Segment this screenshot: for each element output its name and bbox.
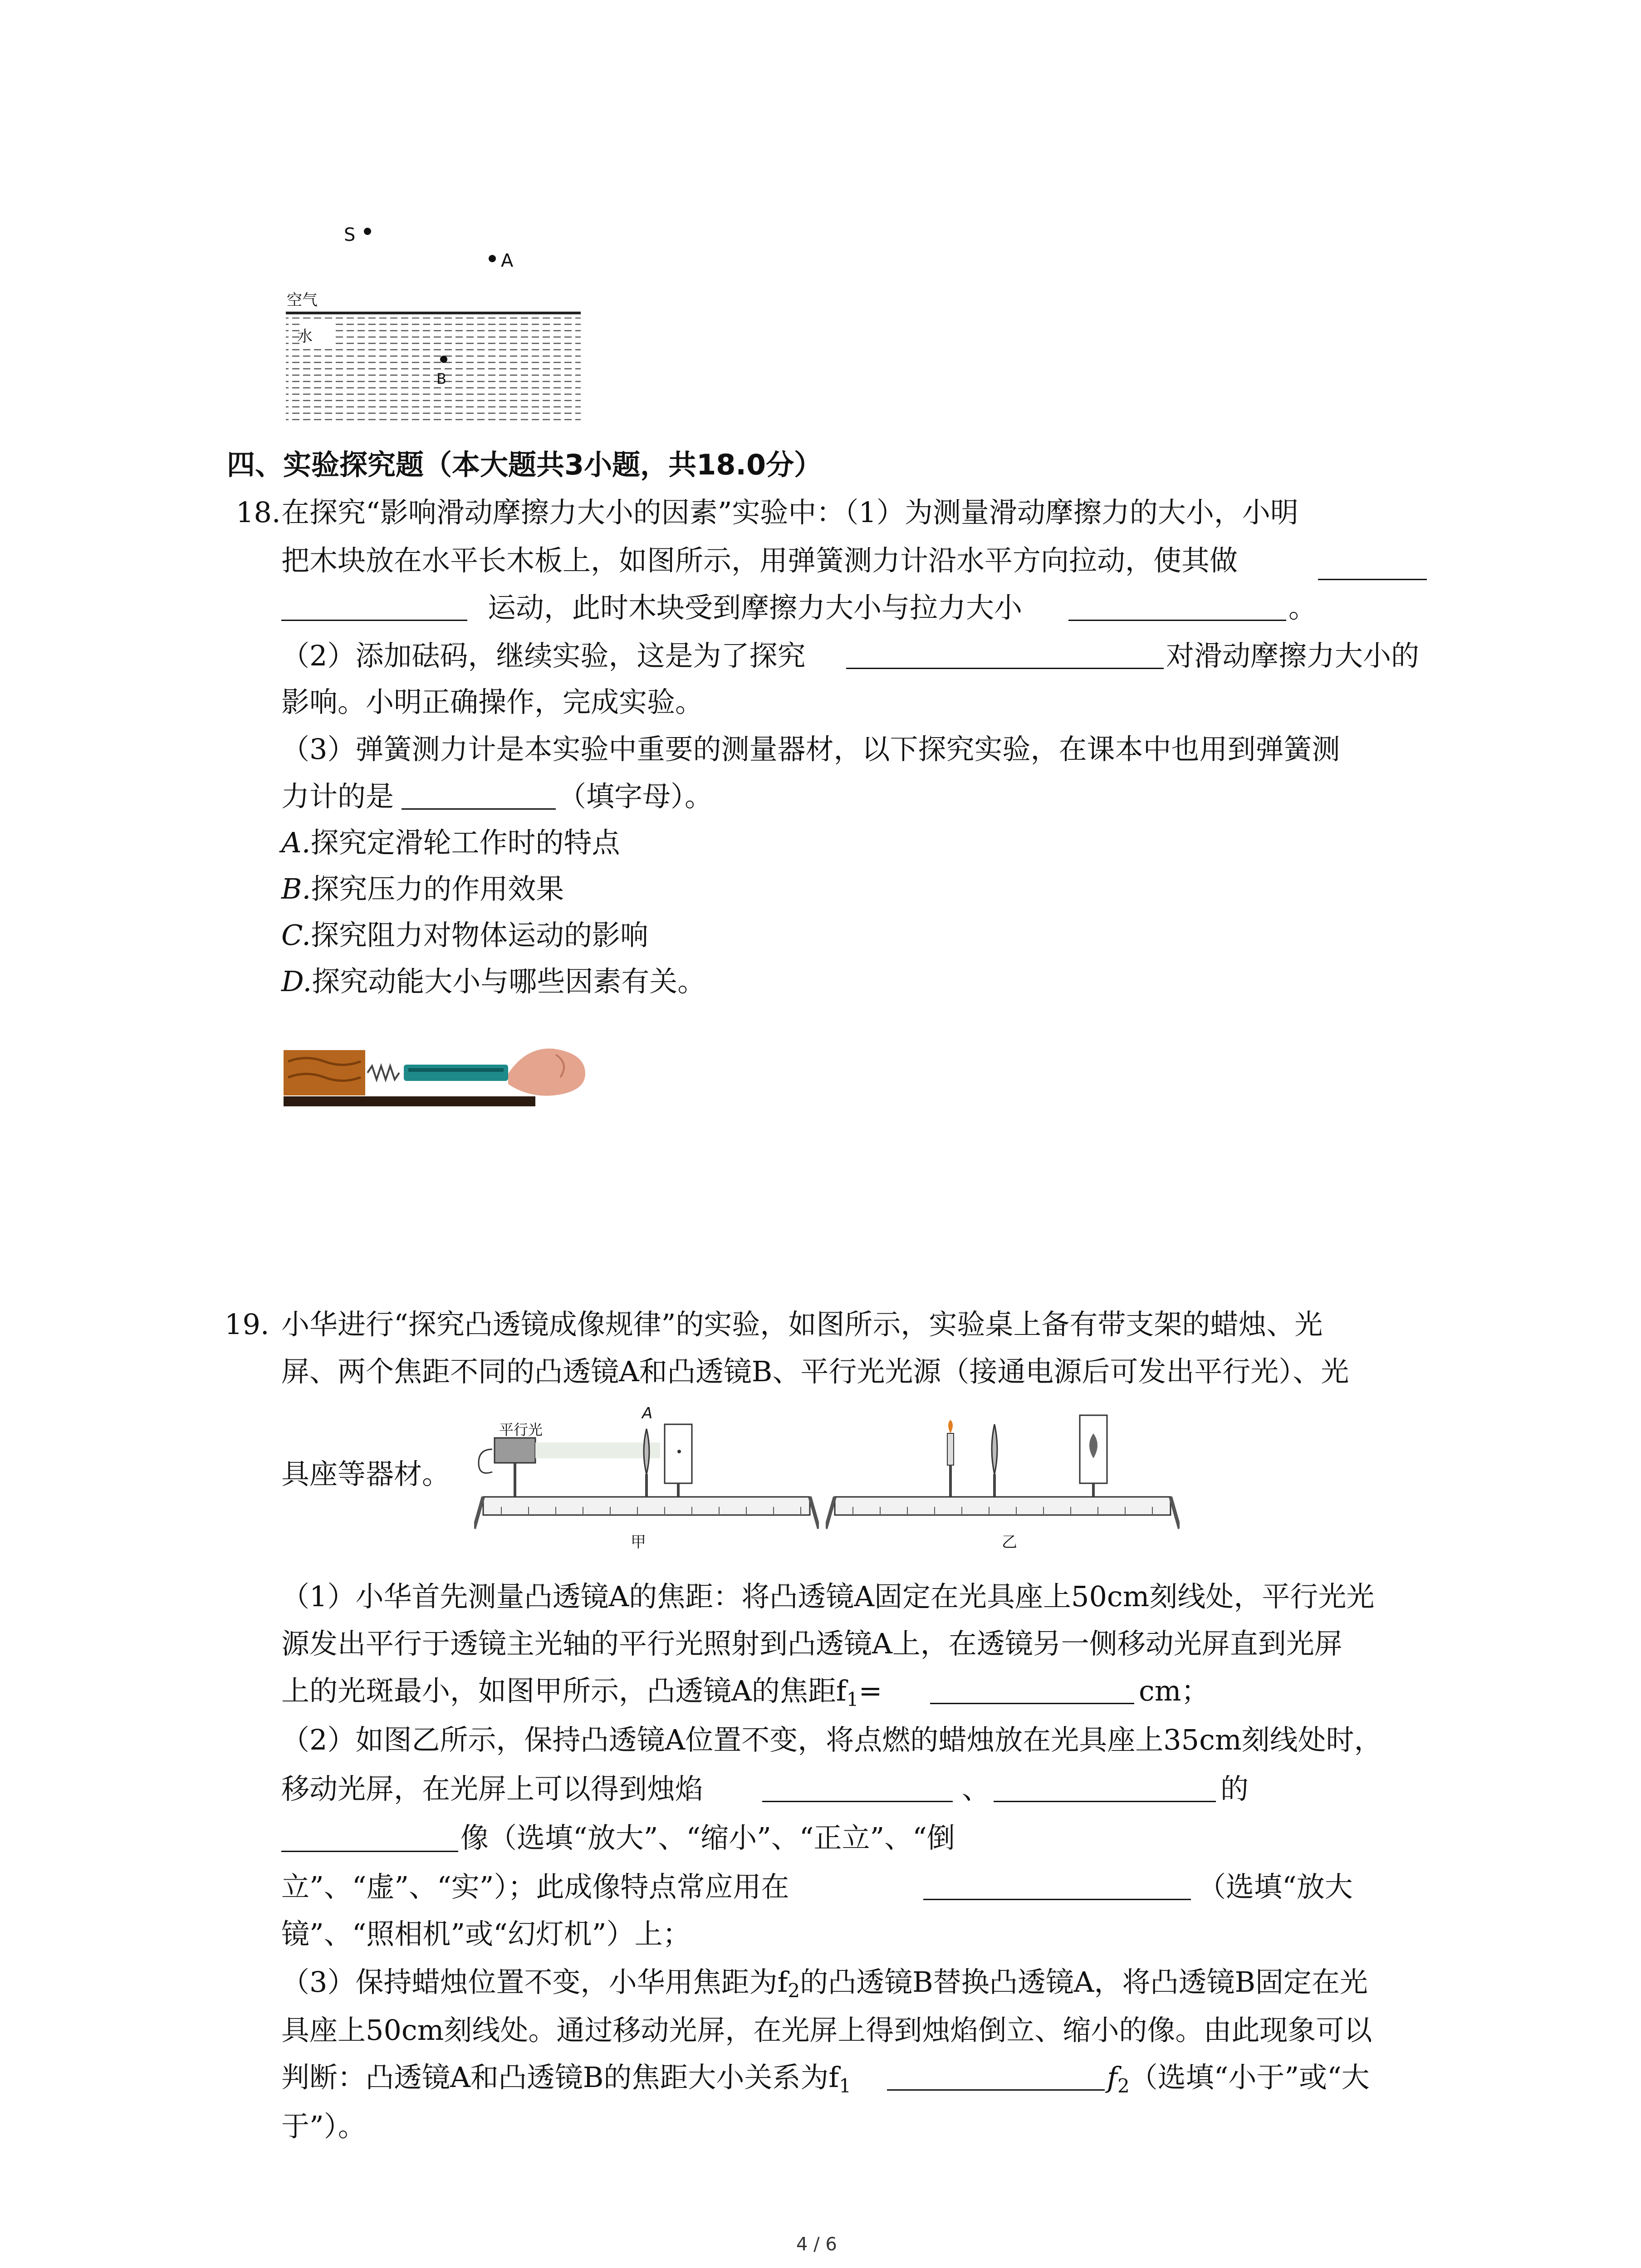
q19-p2-line4b: （选填“放大 (1198, 1870, 1353, 1903)
q19-p3-line1: （3）保持蜡烛位置不变，小华用焦距为$f_2$的凸透镜B替换凸透镜A，将凸透镜B固定在光 (281, 1965, 1368, 2002)
label-jia: 甲 (631, 1533, 646, 1551)
q19-p1-line1: （1）小华首先测量凸透镜A的焦距：将凸透镜A固定在光具座上50cm刻线处，平行光光 (281, 1580, 1375, 1613)
label-yi: 乙 (1002, 1533, 1017, 1551)
q18-option-d[interactable]: D.探究动能大小与哪些因素有关。 (281, 965, 706, 998)
q18-line1: 在探究“影响滑动摩擦力大小的因素”实验中：（1）为测量滑动摩擦力的大小，小明 (281, 496, 1298, 529)
q18-line3: 运动，此时木块受到摩擦力大小与拉力大小 (488, 591, 1023, 624)
q19-p3-line4: 于”）。 (281, 2110, 366, 2143)
q19-blank-focal[interactable] (930, 1675, 1134, 1704)
q19-number: 19. (225, 1308, 269, 1341)
q18-line4a: （2）添加砝码，继续实验，这是为了探究 (281, 639, 806, 672)
q19-line1: 小华进行“探究凸透镜成像规律”的实验，如图所示，实验桌上备有带支架的蜡烛、光 (281, 1308, 1323, 1341)
label-parallel-light: 平行光 (499, 1421, 543, 1438)
q18-number: 18. (236, 496, 281, 529)
label-water: 水 (297, 327, 313, 346)
q19-blank-image1[interactable] (762, 1773, 953, 1802)
q18-blank-1a[interactable] (1318, 551, 1427, 580)
refraction-figure (281, 213, 590, 422)
q18-line5: 影响。小明正确操作，完成实验。 (281, 685, 704, 719)
q18-option-b[interactable]: B.探究压力的作用效果 (281, 872, 564, 905)
q19-p2-line3: 像（选填“放大”、“缩小”、“正立”、“倒 (460, 1821, 955, 1854)
q18-blank-4[interactable] (402, 780, 556, 810)
q19-p1-line2: 源发出平行于透镜主光轴的平行光照射到凸透镜A上，在透镜另一侧移动光屏直到光屏 (281, 1627, 1342, 1660)
q19-p3-line3b: $f_2$（选填“小于”或“大 (1107, 2061, 1370, 2097)
q18-option-a[interactable]: A.探究定滑轮工作时的特点 (281, 826, 620, 859)
q19-p2-line1: （2）如图乙所示，保持凸透镜A位置不变，将点燃的蜡烛放在光具座上35cm刻线处时， (281, 1723, 1382, 1756)
q19-p2-line2b: 、 (962, 1772, 990, 1805)
q18-blank-1b[interactable] (281, 591, 467, 621)
q19-p2-line5: 镜”、“照相机”或“幻灯机”）上； (281, 1917, 691, 1950)
q18-line7b: （填字母）。 (558, 780, 713, 813)
q18-blank-2[interactable] (1068, 591, 1286, 621)
label-s: S (344, 225, 356, 245)
q19-blank-image3[interactable] (281, 1823, 458, 1852)
q19-blank-application[interactable] (923, 1871, 1191, 1900)
label-a: A (501, 250, 514, 271)
label-lens-a: A (642, 1404, 653, 1422)
q18-option-c[interactable]: C.探究阻力对物体运动的影响 (281, 919, 648, 952)
q18-line4b: 对滑动摩擦力大小的 (1166, 639, 1420, 672)
q18-blank-3[interactable] (846, 640, 1164, 669)
q19-p2-line2a: 移动光屏，在光屏上可以得到烛焰 (281, 1772, 704, 1805)
label-b: B (436, 370, 446, 387)
q18-line7a: 力计的是 (281, 780, 394, 813)
label-air: 空气 (287, 291, 318, 309)
friction-figure (284, 1023, 610, 1111)
q19-p3-line3a: 判断：凸透镜A和凸透镜B的焦距大小关系为$f_1$ (281, 2061, 852, 2097)
q19-p1-unit: cm； (1139, 1674, 1210, 1707)
q18-line3-end: 。 (1288, 591, 1317, 624)
q19-p2-line2c: 的 (1220, 1772, 1249, 1805)
q19-p3-line2: 具座上50cm刻线处。通过移动光屏，在光屏上得到烛焰倒立、缩小的像。由此现象可以 (281, 2014, 1372, 2047)
point-s (364, 228, 371, 235)
point-a (489, 255, 496, 262)
q19-blank-compare[interactable] (887, 2061, 1105, 2091)
page-number: 4 / 6 (796, 2234, 837, 2255)
q19-p2-line4a: 立”、“虚”、“实”）；此成像特点常应用在 (281, 1870, 789, 1903)
q19-blank-image2[interactable] (994, 1773, 1216, 1802)
q18-line2: 把木块放在水平长木板上，如图所示，用弹簧测力计沿水平方向拉动，使其做 (281, 544, 1238, 577)
q19-line2: 屏、两个焦距不同的凸透镜A和凸透镜B、平行光光源（接通电源后可发出平行光）、光 (281, 1355, 1349, 1388)
q19-line3: 具座等器材。 (281, 1457, 451, 1491)
q19-p1-line3: 上的光斑最小，如图甲所示，凸透镜A的焦距$f_1=$ (281, 1674, 882, 1711)
q18-line6: （3）弹簧测力计是本实验中重要的测量器材，以下探究实验，在课本中也用到弹簧测 (281, 733, 1340, 766)
section-heading: 四、实验探究题（本大题共3小题，共18.0分） (227, 448, 823, 481)
